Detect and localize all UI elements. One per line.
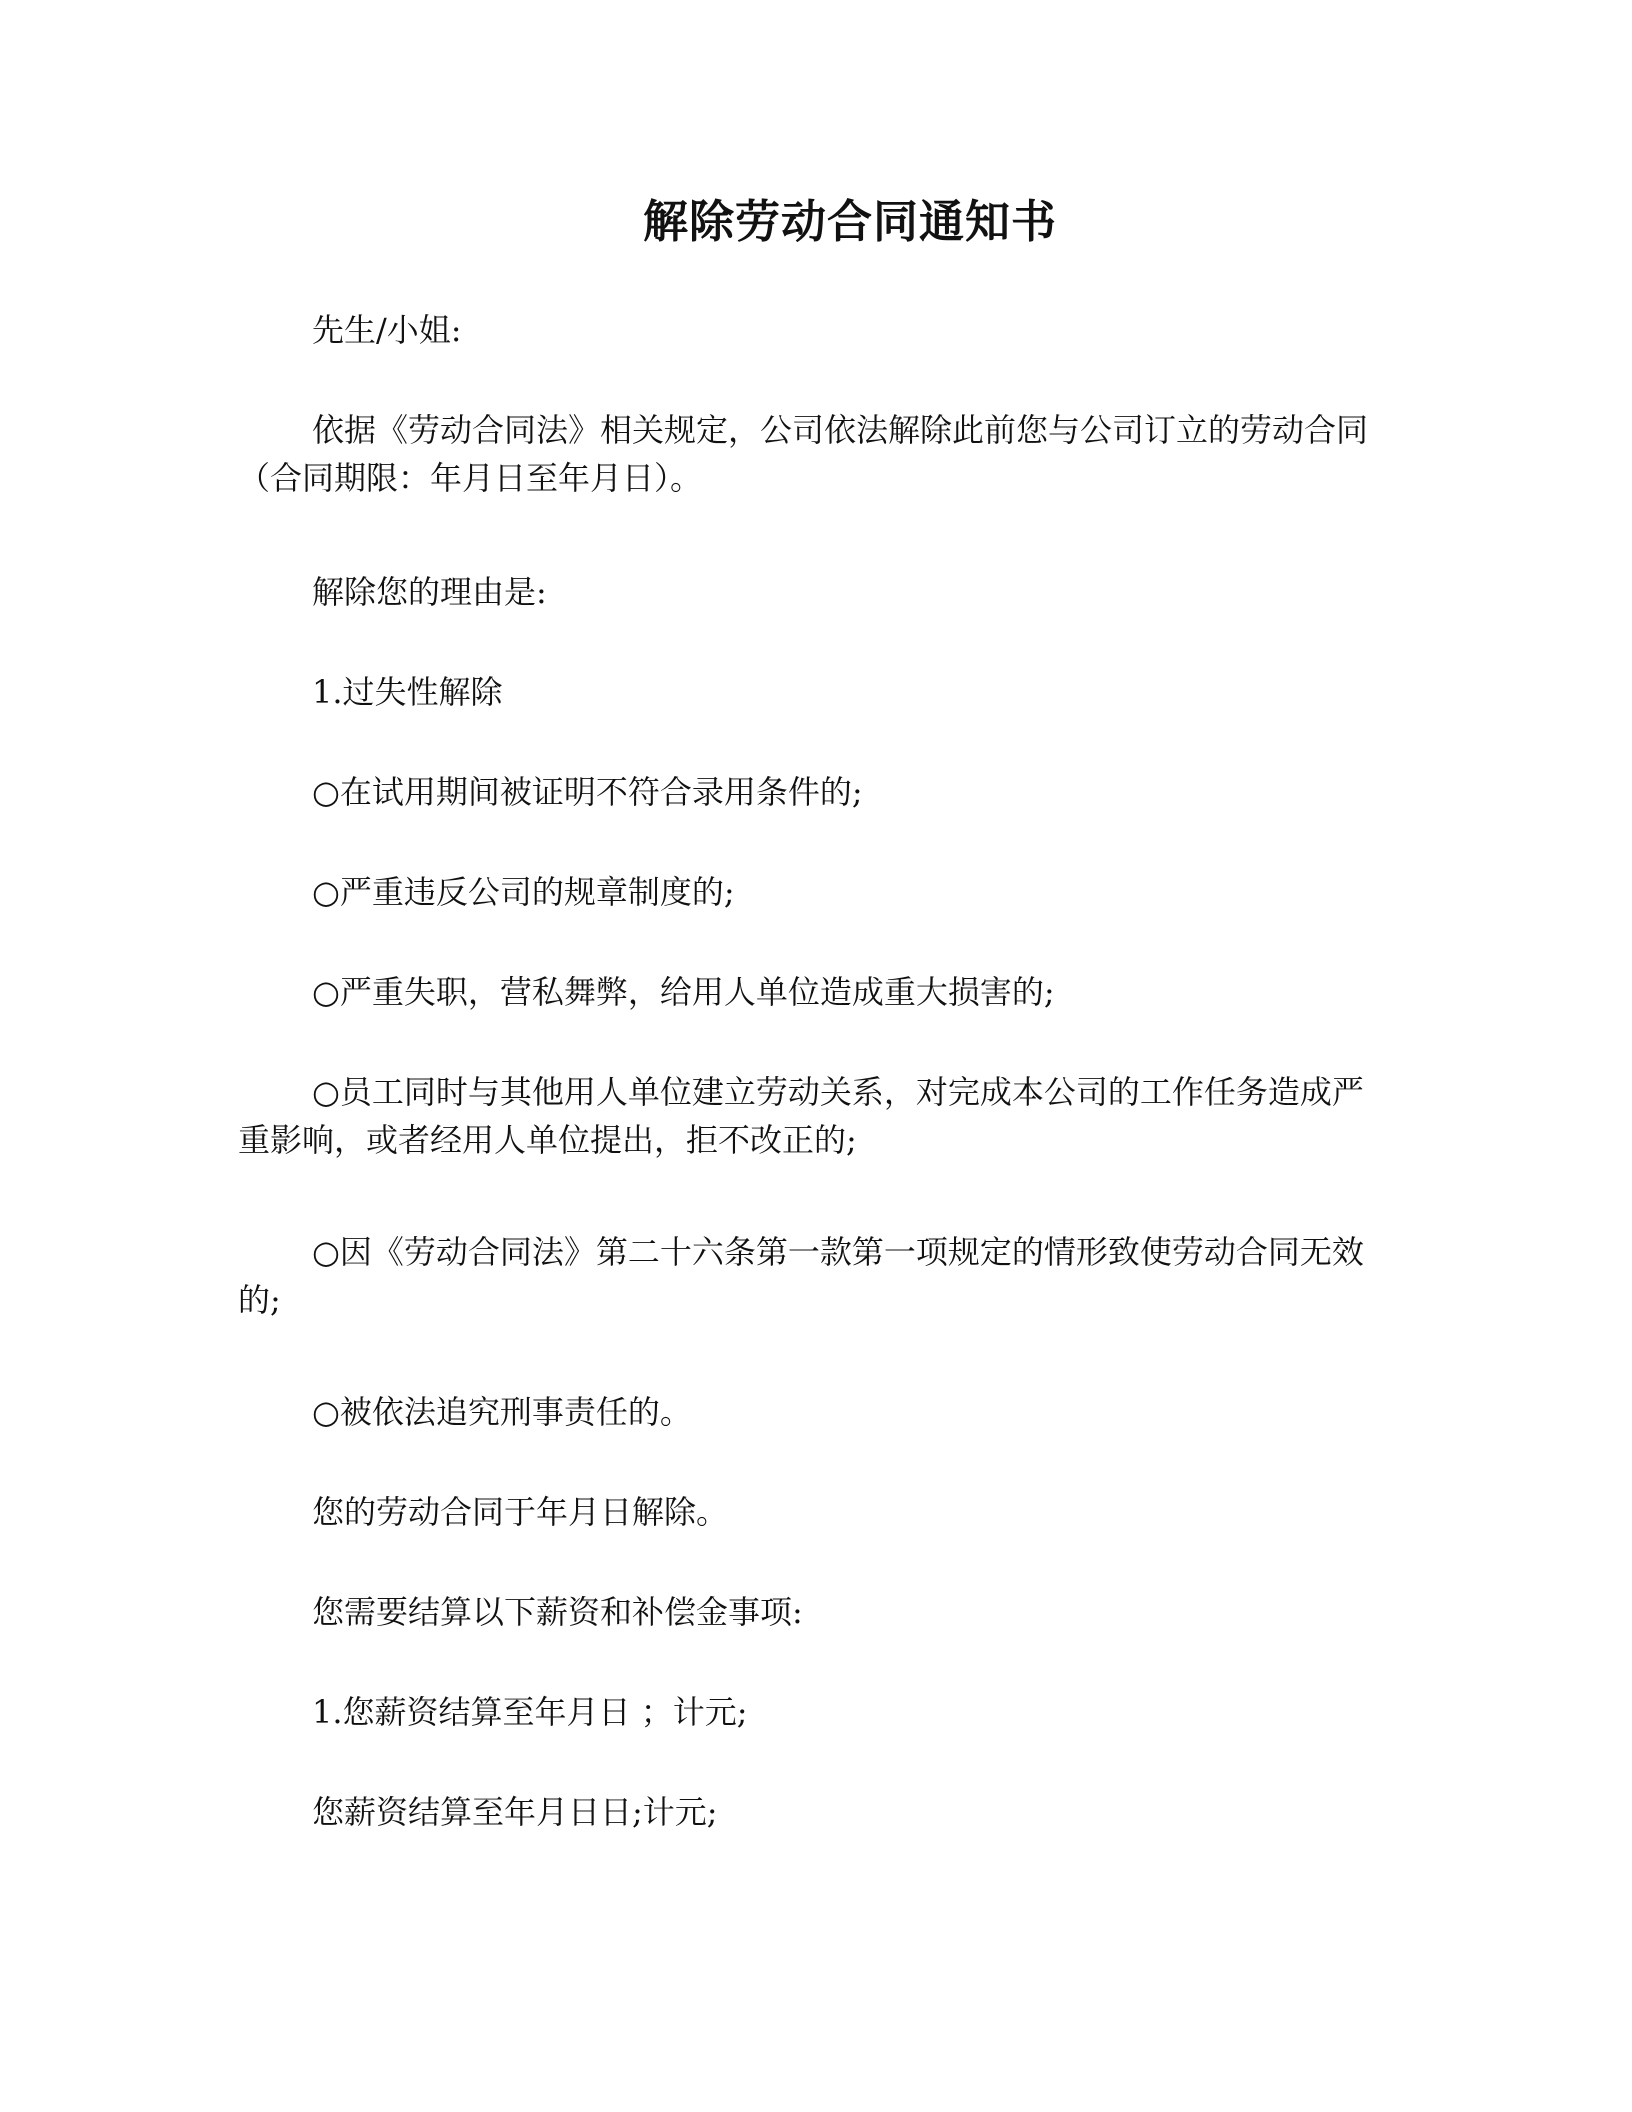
reason-heading: 解除您的理由是: [312, 573, 547, 611]
settlement-heading: 您需要结算以下薪资和补偿金事项: [312, 1593, 803, 1631]
salutation: 先生/小姐: [312, 311, 462, 349]
reason-item-4: ○员工同时与其他用人单位建立劳动关系，对完成本公司的工作任务造成严重影响，或者经用人单位提出，拒不改正的; [238, 1073, 1364, 1159]
section1-heading: 1.过失性解除 [312, 673, 503, 711]
reason-item-3: ○严重失职，营私舞弊，给用人单位造成重大损害的; [312, 973, 1055, 1011]
intro-paragraph: 依据《劳动合同法》相关规定，公司依法解除此前您与公司订立的劳动合同（合同期限：年月日至年月日）。 [238, 411, 1369, 497]
document-title: 解除劳动合同通知书 [642, 195, 1057, 248]
reason-item-1: ○在试用期间被证明不符合录用条件的; [312, 773, 863, 811]
settlement-item-2: 您薪资结算至年月日日;计元; [312, 1793, 718, 1831]
settlement-item-1: 1.您薪资结算至年月日 ；计元; [312, 1693, 748, 1731]
reason-item-6: ○被依法追究刑事责任的。 [312, 1393, 692, 1431]
reason-item-2: ○严重违反公司的规章制度的; [312, 873, 735, 911]
reason-item-5: ○因《劳动合同法》第二十六条第一款第一项规定的情形致使劳动合同无效的; [238, 1233, 1364, 1319]
termination-date-line: 您的劳动合同于年月日解除。 [312, 1493, 729, 1531]
